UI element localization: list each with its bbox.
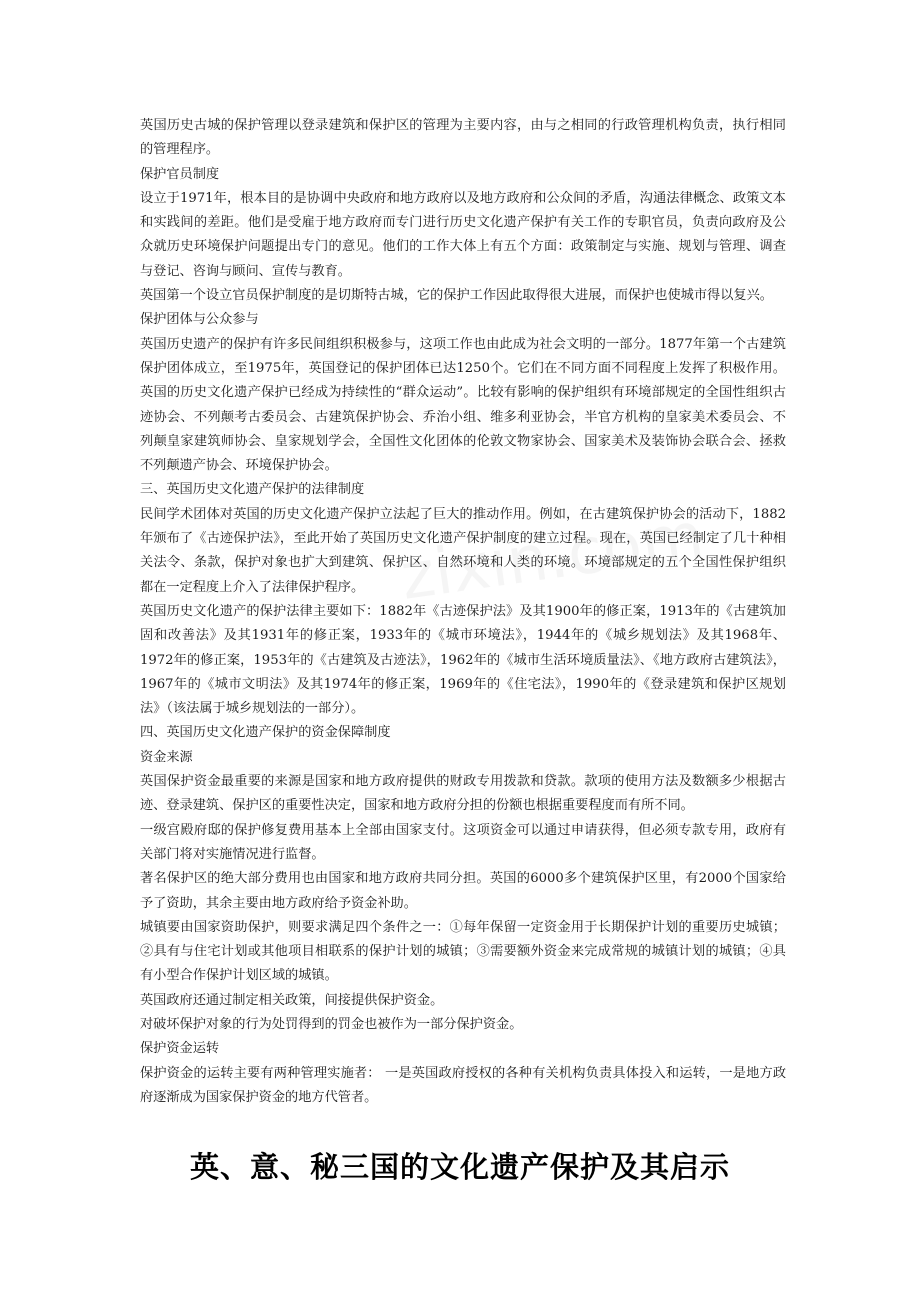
paragraph-funding-operation: 保护资金的运转主要有两种管理实施者： 一是英国政府授权的各种有关机构负责具体投入和运转，一是地方政府逐渐成为国家保护资金的地方代管者。: [140, 1065, 786, 1105]
paragraph-intro: 英国历史古城的保护管理以登录建筑和保护区的管理为主要内容，由与之相同的行政管理机构负责，执行相同的管理程序。: [140, 118, 786, 158]
heading-legal-system: 三、英国历史文化遗产保护的法律制度: [140, 482, 365, 498]
paragraph-chester: 英国第一个设立官员保护制度的是切斯特古城，它的保护工作因此取得很大进展，而保护也使城市得以复兴。: [140, 288, 773, 304]
document-title: 英、意、秘三国的文化遗产保护及其启示: [189, 1150, 730, 1184]
document-body: [140, 114, 786, 1110]
heading-groups-public: 保护团体与公众参与: [140, 312, 259, 328]
heading-funding-sources: 资金来源: [140, 749, 193, 765]
paragraph-officer-system: 设立于1971年，根本目的是协调中央政府和地方政府以及地方政府和公众间的矛盾，沟通法律概念、政策文本和实践间的差距。他们是受雇于地方政府而专门进行历史文化遗产保护有关工作的专职官员，负责向政府及公众就历史环境保护问题提出专门的意见。他们的工作大体上有五个方面：政策制定与实施、规划与管理、调查与登记、咨询与顾问、宣传与教育。: [140, 190, 786, 279]
paragraph-laws-list: 英国历史文化遗产的保护法律主要如下：1882年《古迹保护法》及其1900年的修正案，1913年的《古建筑加固和改善法》及其1931年的修正案，1933年的《城市环境法》，1944年的《城乡规划法》及其1968年、1972年的修正案，1953年的《古建筑及古迹法》，1962年的《城市生活环境质量法》、《地方政府古建筑法》，1967年的《城市文明法》及其1974年的修正案，1969年的《住宅法》，1990年的《登录建筑和保护区规划法》（该法属于城乡规划法的一部分）。: [140, 603, 786, 717]
paragraph-policy: 英国政府还通过制定相关政策，间接提供保护资金。: [140, 992, 444, 1008]
heading-funding-system: 四、英国历史文化遗产保护的资金保障制度: [140, 725, 391, 741]
heading-funding-operation: 保护资金运转: [140, 1041, 220, 1057]
paragraph-legislation: 民间学术团体对英国的历史文化遗产保护立法起了巨大的推动作用。例如，在古建筑保护协会的活动下，1882年颁布了《古迹保护法》，至此开始了英国历史文化遗产保护制度的建立过程。现在，英国已经制定了几十种相关法令、条款，保护对象也扩大到建筑、保护区、自然环境和人类的环境。环境部规定的五个全国性保护组织都在一定程度上介入了法律保护程序。: [140, 506, 786, 595]
paragraph-fines: 对破坏保护对象的行为处罚得到的罚金也被作为一部分保护资金。: [140, 1016, 523, 1032]
paragraph-funding-main: 英国保护资金最重要的来源是国家和地方政府提供的财政专用拨款和贷款。款项的使用方法及数额多少根据古迹、登录建筑、保护区的重要性决定，国家和地方政府分担的份额也根据重要程度而有所不同。: [140, 774, 786, 814]
paragraph-conservation-areas: 著名保护区的绝大部分费用也由国家和地方政府共同分担。英国的6000多个建筑保护区里，有2000个国家给予了资助，其余主要由地方政府给予资金补助。: [140, 871, 786, 911]
paragraph-palaces: 一级宫殿府邸的保护修复费用基本上全部由国家支付。这项资金可以通过申请获得，但必须专款专用，政府有关部门将对实施情况进行监督。: [140, 822, 786, 862]
heading-protection-officer-system: 保护官员制度: [140, 166, 220, 182]
paragraph-groups: 英国历史遗产的保护有许多民间组织积极参与，这项工作也由此成为社会文明的一部分。1877年第一个古建筑保护团体成立，至1975年，英国登记的保护团体已达1250个。它们在不同方面不同程度上发挥了积极作用。英国的历史文化遗产保护已经成为持续性的“群众运动”。比较有影响的保护组织有环境部规定的全国性组织古迹协会、不列颠考古委员会、古建筑保护协会、乔治小组、维多利亚协会，半官方机构的皇家美术委员会、不列颠皇家建筑师协会、皇家规划学会，全国性文化团体的伦敦文物家协会、国家美术及装饰协会联合会、拯救不列颠遗产协会、环境保护协会。: [140, 336, 786, 474]
paragraph-town-conditions: 城镇要由国家资助保护，则要求满足四个条件之一：①每年保留一定资金用于长期保护计划的重要历史城镇；②具有与住宅计划或其他项目相联系的保护计划的城镇；③需要额外资金来完成常规的城镇计划的城镇；④具有小型合作保护计划区域的城镇。: [140, 919, 786, 984]
